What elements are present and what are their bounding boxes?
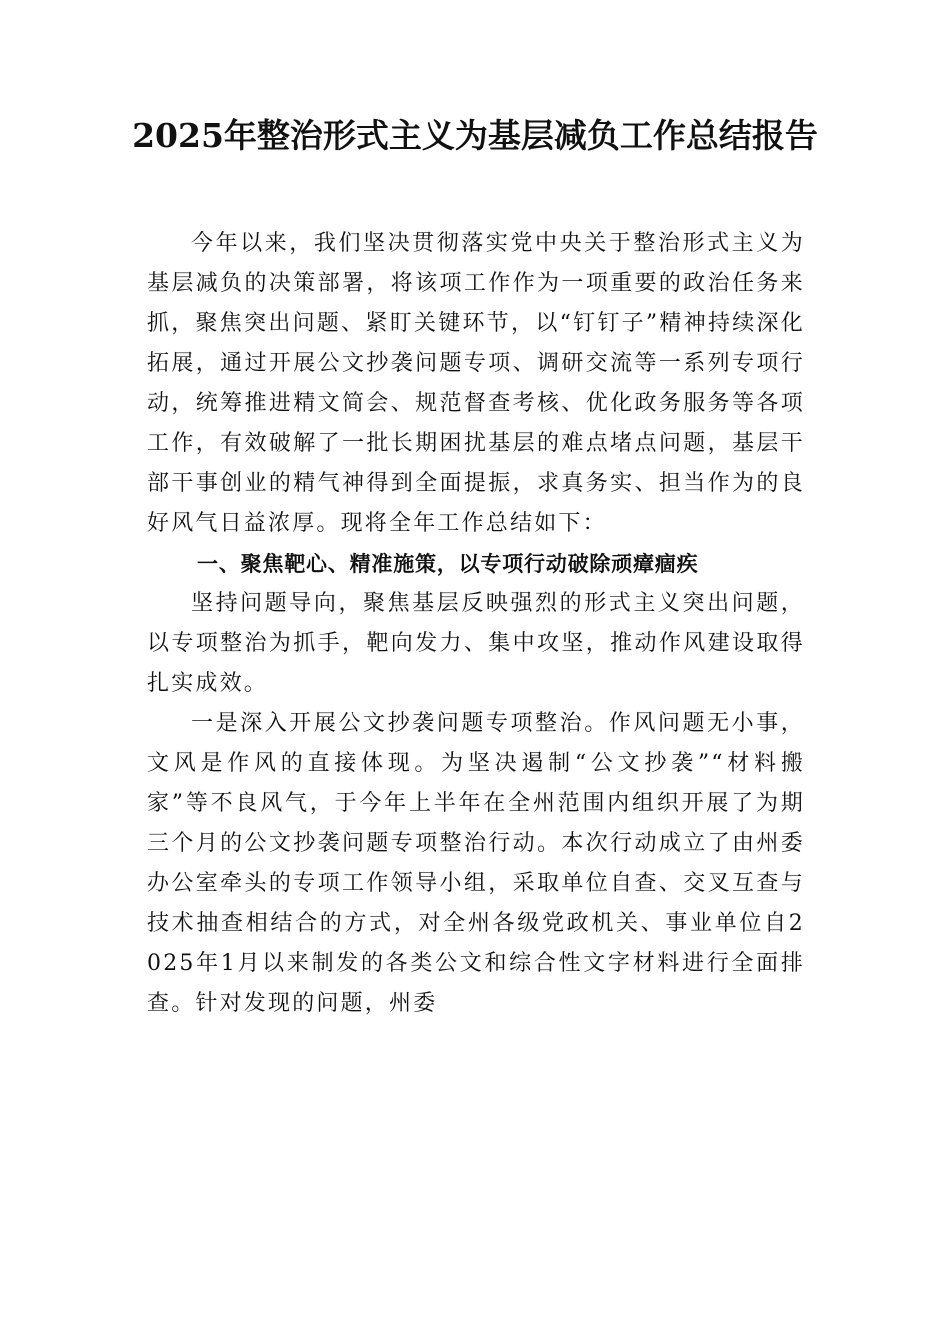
section-heading-1: 一、聚焦靶心、精准施策，以专项行动破除顽瘴痼疾 <box>197 552 699 576</box>
section-1-intro-paragraph: 坚持问题导向，聚焦基层反映强烈的形式主义突出问题，以专项整治为抓手，靶向发力、集中攻坚，推动作风建设取得扎实成效。 <box>147 591 805 696</box>
intro-paragraph: 今年以来，我们坚决贯彻落实党中央关于整治形式主义为基层减负的决策部署，将该项工作作为一项重要的政治任务来抓，聚焦突出问题、紧盯关键环节，以“钉钉子”精神持续深化拓展，通过开展公文抄袭问题专项、调研交流等一系列专项行动，统筹推进精文简会、规范督查考核、优化政务服务等各项工作，有效破解了一批长期困扰基层的难点堵点问题，基层干部干事创业的精气神得到全面提振，求真务实、担当作为的良好风气日益浓厚。现将全年工作总结如下： <box>147 231 805 536</box>
section-1-item-1-paragraph: 一是深入开展公文抄袭问题专项整治。作风问题无小事，文风是作风的直接体现。为坚决遏制“公文抄袭”“材料搬家”等不良风气，于今年上半年在全州范围内组织开展了为期三个月的公文抄袭问题专项整治行动。本次行动成立了由州委办公室牵头的专项工作领导小组，采取单位自查、交叉互查与技术抽查相结合的方式，对全州各级党政机关、事业单位自2025年1月以来制发的各类公文和综合性文字材料进行全面排查。针对发现的问题，州委 <box>147 711 805 1016</box>
document-body <box>147 224 805 1024</box>
document-title: 2025年整治形式主义为基层减负工作总结报告 <box>132 116 818 155</box>
